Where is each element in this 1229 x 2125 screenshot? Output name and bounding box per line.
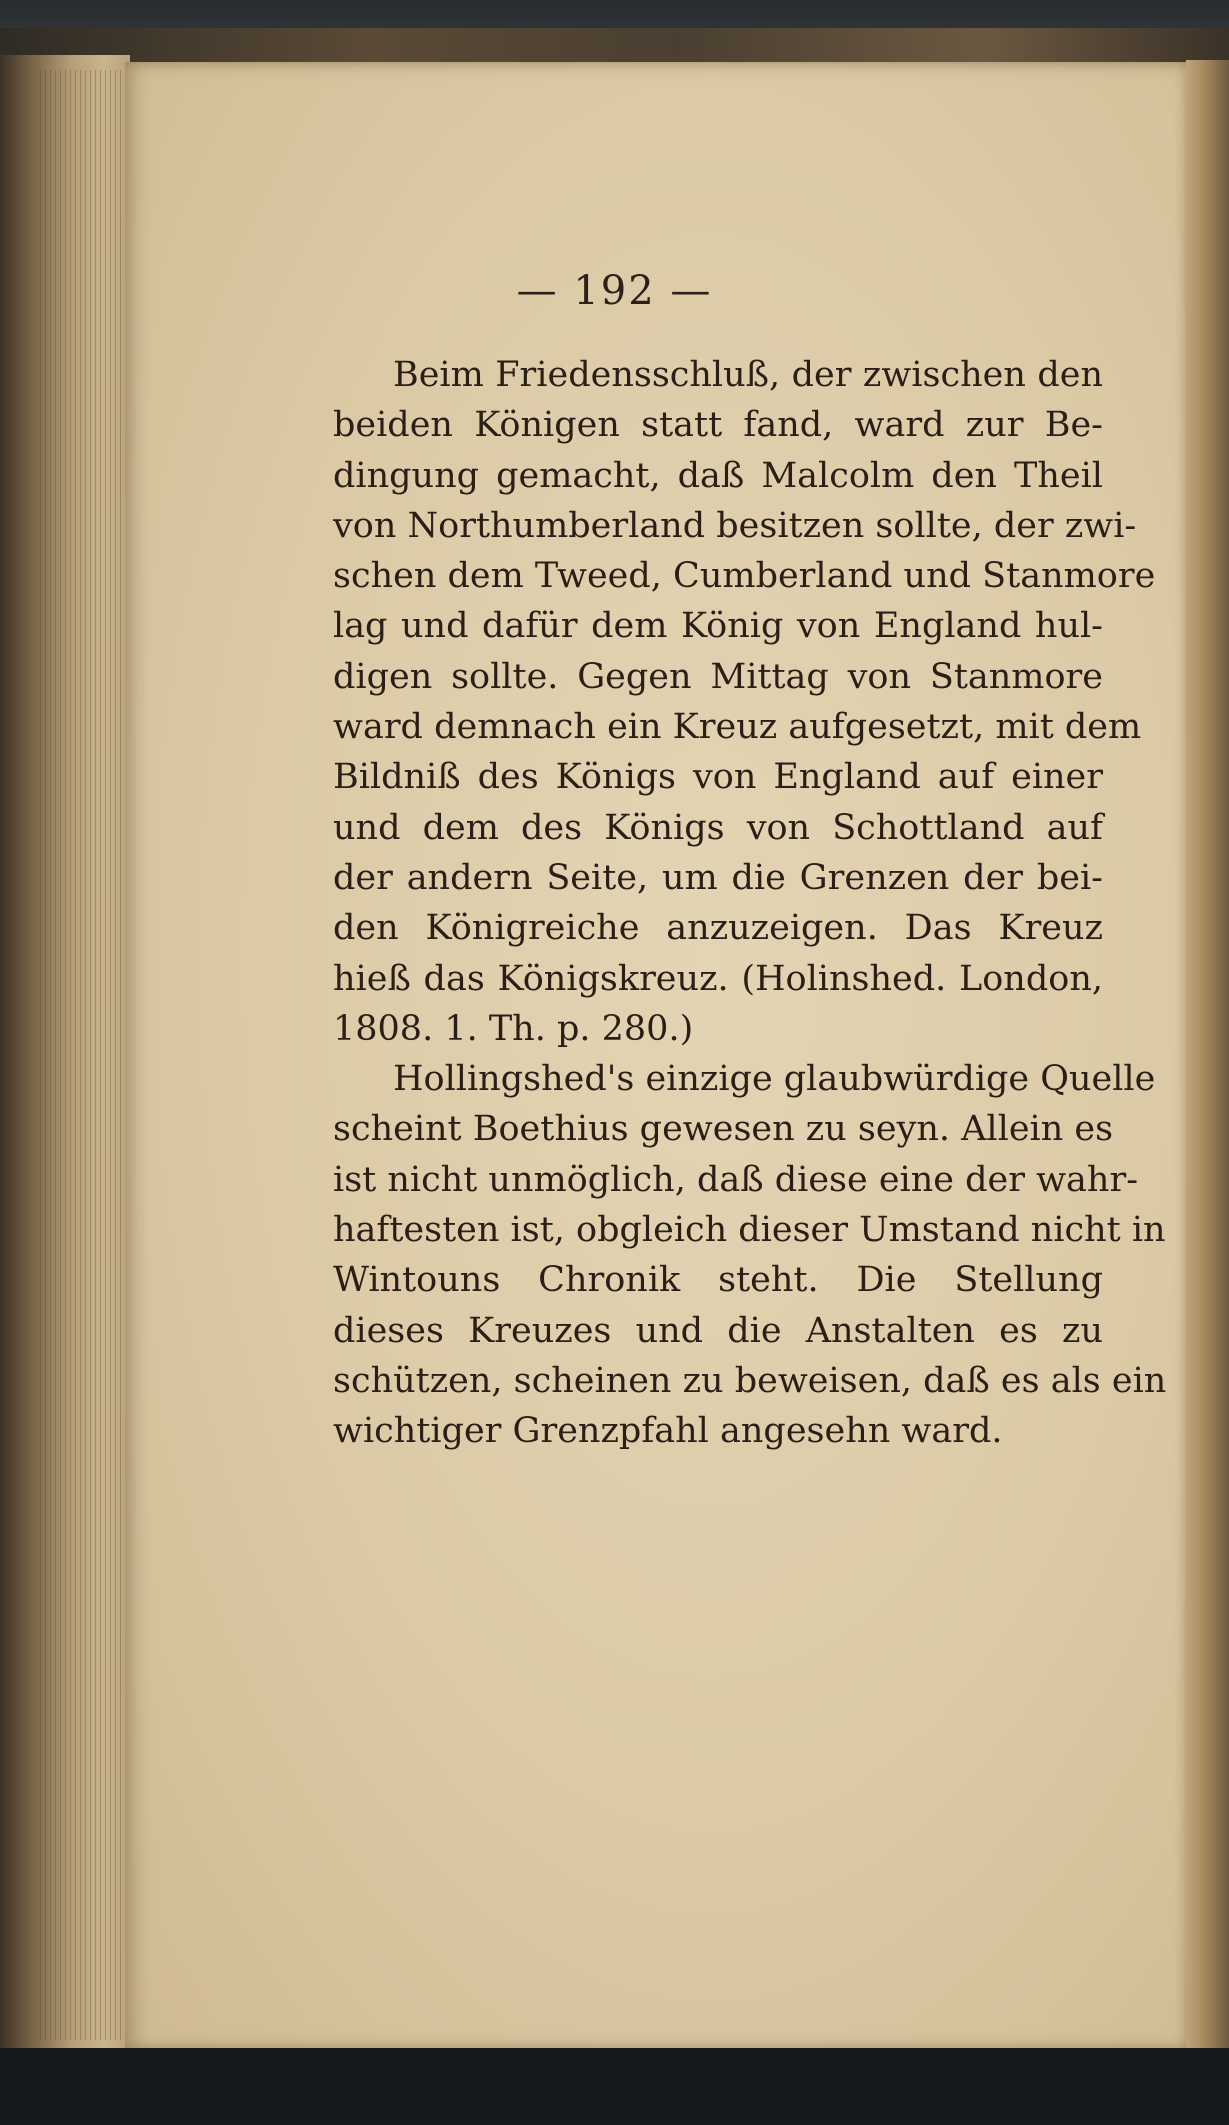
- text-line: Hollingshed's einzige glaubwürdige Quelle: [393, 1059, 1156, 1100]
- text-line: den Königreiche anzuzeigen. Das Kreuz: [333, 908, 1103, 949]
- text-line: 1808. 1. Th. p. 280.): [333, 1008, 694, 1049]
- text-line: digen sollte. Gegen Mittag von Stanmore: [333, 656, 1103, 697]
- text-line: schen dem Tweed, Cumberland und Stanmore: [333, 556, 1156, 597]
- text-line: Beim Friedensschluß, der zwischen den: [393, 355, 1103, 395]
- text-line: dieses Kreuzes und die Anstalten es zu: [333, 1310, 1103, 1351]
- text-line: schützen, scheinen zu beweisen, daß es als ein: [333, 1360, 1167, 1401]
- text-line: von Northumberland besitzen sollte, der zwi-: [333, 505, 1137, 546]
- text-line: Wintouns Chronik steht. Die Stellung: [333, 1260, 1103, 1301]
- text-line: beiden Königen statt fand, ward zur Be-: [333, 405, 1103, 446]
- book-spine-edge: [0, 28, 1229, 62]
- page-edges: [40, 70, 130, 2040]
- text-line: hieß das Königskreuz. (Holinshed. London,: [333, 958, 1103, 999]
- text-line: Bildniß des Königs von England auf einer: [333, 757, 1103, 798]
- right-page-edge: [1186, 60, 1229, 2050]
- text-line: scheint Boethius gewesen zu seyn. Allein es: [333, 1109, 1114, 1150]
- body-text: [333, 350, 1167, 1457]
- text-line: haftesten ist, obgleich dieser Umstand nicht in: [333, 1210, 1166, 1251]
- text-line: dingung gemacht, daß Malcolm den Theil: [333, 455, 1103, 496]
- text-line: und dem des Königs von Schottland auf: [333, 807, 1103, 848]
- text-line: der andern Seite, um die Grenzen der bei-: [333, 857, 1103, 898]
- background-bottom: [0, 2048, 1229, 2125]
- page-number: — 192 —: [516, 268, 713, 314]
- text-line: lag und dafür dem König von England hul-: [333, 606, 1103, 647]
- text-line: ist nicht unmöglich, daß diese eine der wahr-: [333, 1159, 1139, 1200]
- text-line: wichtiger Grenzpfahl angesehn ward.: [333, 1411, 1003, 1452]
- text-line: ward demnach ein Kreuz aufgesetzt, mit dem: [333, 707, 1142, 748]
